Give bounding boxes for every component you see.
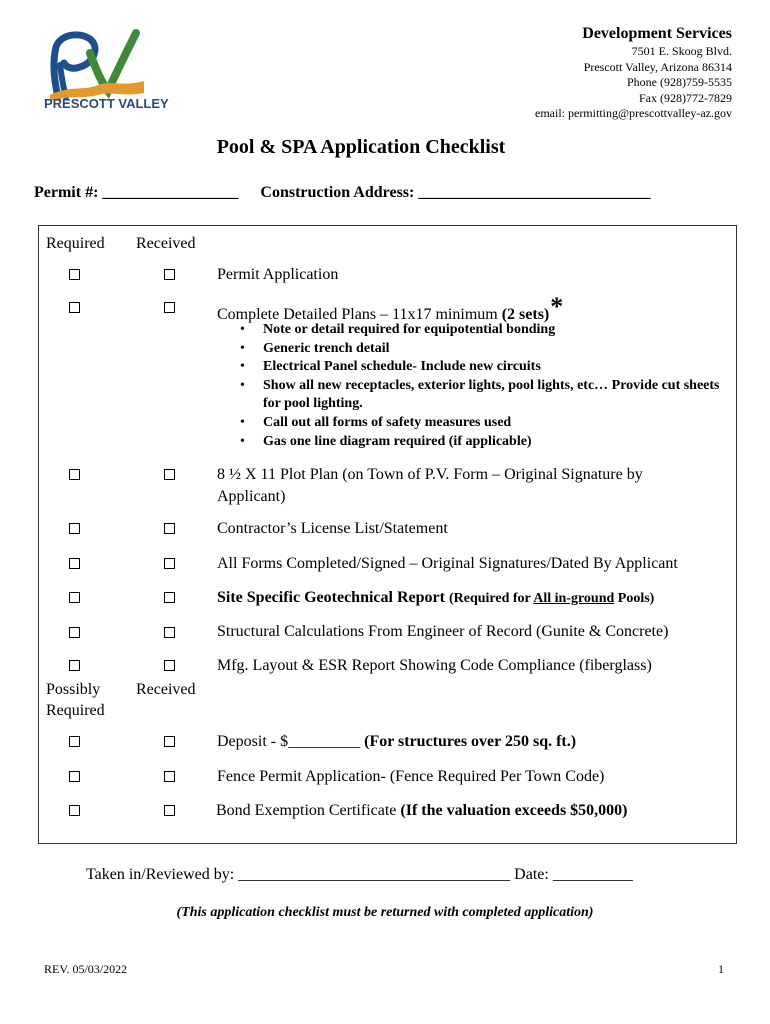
list-item: • Show all new receptacles, exterior lights, pool lights, etc… Provide cut sheets for pool lighting. bbox=[240, 377, 720, 414]
required-checkbox[interactable] bbox=[69, 469, 80, 480]
received-checkbox[interactable] bbox=[164, 592, 175, 603]
org-city: Prescott Valley, Arizona 86314 bbox=[583, 59, 732, 74]
page-title: Pool & SPA Application Checklist bbox=[216, 136, 506, 158]
received-checkbox[interactable] bbox=[164, 736, 175, 747]
item-deposit: Deposit - $_________ (For structures over 250 sq. ft.) bbox=[217, 733, 577, 750]
plans-requirements-list bbox=[240, 321, 720, 451]
list-item: • Call out all forms of safety measures used bbox=[240, 414, 720, 433]
received-checkbox[interactable] bbox=[164, 469, 175, 480]
received-checkbox[interactable] bbox=[164, 523, 175, 534]
required-checkbox[interactable] bbox=[69, 523, 80, 534]
required-checkbox[interactable] bbox=[69, 592, 80, 603]
item-mfg-layout: Mfg. Layout & ESR Report Showing Code Compliance (fiberglass) bbox=[217, 657, 652, 674]
org-phone: Phone (928)759-5535 bbox=[627, 75, 732, 89]
org-title: Development Services bbox=[582, 25, 732, 42]
required-checkbox[interactable] bbox=[69, 627, 80, 638]
required-checkbox[interactable] bbox=[69, 558, 80, 569]
org-address: 7501 E. Skoog Blvd. bbox=[631, 44, 732, 58]
construction-address-field[interactable]: Construction Address: _____________________________ bbox=[260, 184, 651, 201]
asterisk-mark: * bbox=[550, 292, 564, 321]
received-checkbox[interactable] bbox=[164, 269, 175, 280]
received-checkbox[interactable] bbox=[164, 771, 175, 782]
item-contractor-license: Contractor’s License List/Statement bbox=[217, 520, 448, 537]
revision-label: REV. 05/03/2022 bbox=[44, 962, 128, 976]
logo-wordmark: PRESCOTT VALLEY bbox=[44, 96, 169, 111]
possibly-required-header: Possibly Required bbox=[46, 681, 105, 719]
required-checkbox[interactable] bbox=[69, 771, 80, 782]
required-checkbox[interactable] bbox=[69, 269, 80, 280]
item-fence-permit: Fence Permit Application- (Fence Required Per Town Code) bbox=[217, 768, 605, 785]
item-detailed-plans: Complete Detailed Plans – 11x17 minimum (2 sets)* bbox=[217, 292, 564, 323]
received-checkbox[interactable] bbox=[164, 627, 175, 638]
permit-number-field[interactable]: Permit #: _________________ bbox=[34, 184, 239, 201]
item-structural-calculations: Structural Calculations From Engineer of Record (Gunite & Concrete) bbox=[217, 623, 669, 640]
item-forms-completed: All Forms Completed/Signed – Original Signatures/Dated By Applicant bbox=[217, 555, 678, 572]
org-fax: Fax (928)772-7829 bbox=[639, 90, 732, 105]
item-permit-application: Permit Application bbox=[217, 266, 339, 283]
received-checkbox[interactable] bbox=[164, 302, 175, 313]
list-item: • Gas one line diagram required (if applicable) bbox=[240, 433, 720, 452]
required-header: Required bbox=[46, 235, 105, 252]
page-number: 1 bbox=[718, 962, 724, 976]
required-checkbox[interactable] bbox=[69, 805, 80, 816]
item-plot-plan: 8 ½ X 11 Plot Plan (on Town of P.V. Form – Original Signature by Applicant) bbox=[217, 466, 643, 505]
received-checkbox[interactable] bbox=[164, 805, 175, 816]
item-bond-exemption: Bond Exemption Certificate (If the valuation exceeds $50,000) bbox=[216, 802, 628, 819]
item-geotechnical-report: Site Specific Geotechnical Report (Required for All in-ground Pools) bbox=[217, 589, 655, 606]
list-item: • Generic trench detail bbox=[240, 340, 720, 359]
required-checkbox[interactable] bbox=[69, 660, 80, 671]
return-note: (This application checklist must be returned with completed application) bbox=[176, 905, 594, 920]
permit-row bbox=[34, 184, 650, 202]
required-checkbox[interactable] bbox=[69, 736, 80, 747]
received-checkbox[interactable] bbox=[164, 660, 175, 671]
received-checkbox[interactable] bbox=[164, 558, 175, 569]
org-email: email: permitting@prescottvalley-az.gov bbox=[535, 106, 732, 120]
received-header-2: Received bbox=[136, 681, 196, 698]
list-item: • Note or detail required for equipotential bonding bbox=[240, 321, 720, 340]
received-header: Received bbox=[136, 235, 196, 252]
org-header bbox=[535, 24, 732, 122]
list-item: • Electrical Panel schedule- Include new circuits bbox=[240, 358, 720, 377]
required-checkbox[interactable] bbox=[69, 302, 80, 313]
taken-in-reviewed-by-field[interactable]: Taken in/Reviewed by: __________________________________ Date: __________ bbox=[86, 866, 633, 883]
